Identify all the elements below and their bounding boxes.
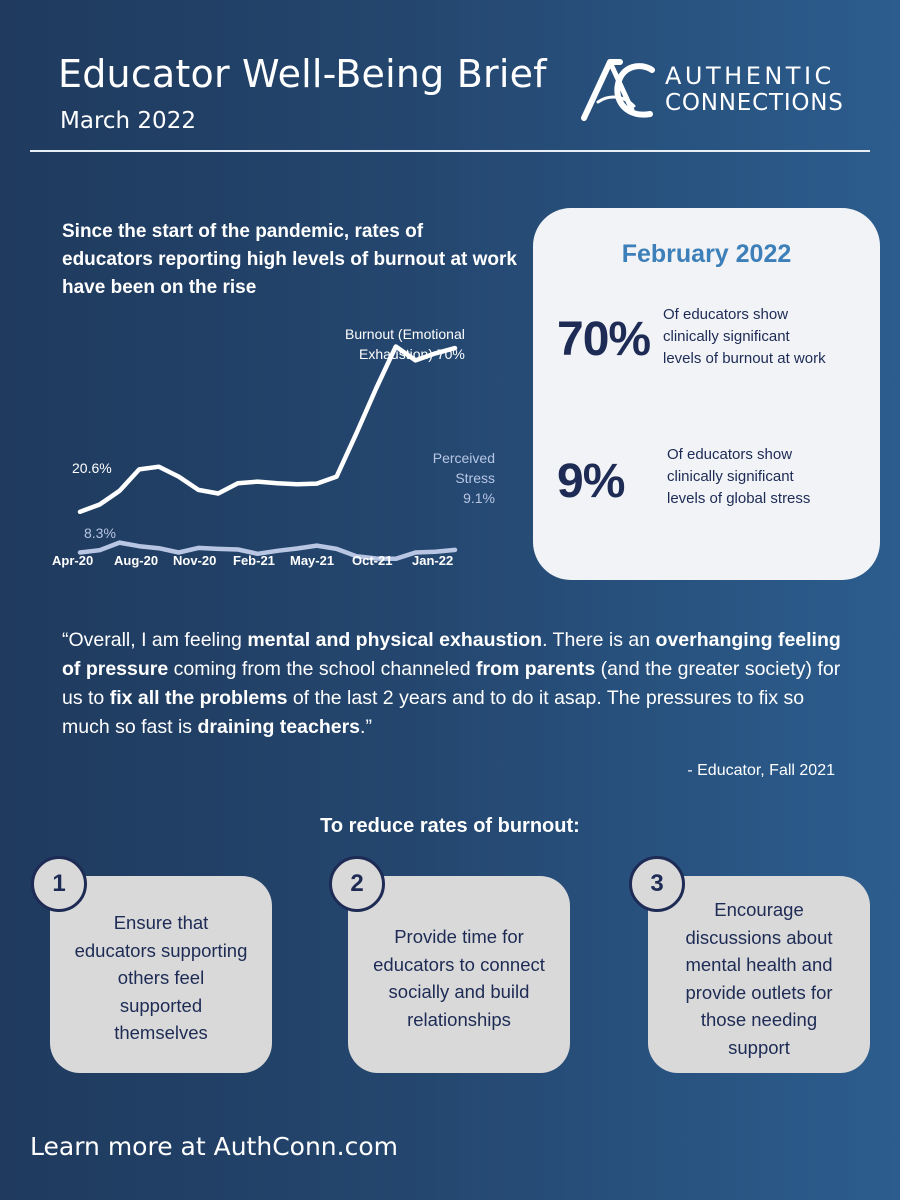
recommendation-line: provide outlets for	[685, 981, 833, 1003]
recommendation-card-2	[348, 876, 570, 1073]
stress-stat-line1: Of educators show	[667, 446, 793, 463]
quote-text: . There is an	[542, 629, 656, 651]
burnout-stat-value: 70%	[557, 313, 651, 366]
burnout-stat-line3: levels of burnout at work	[663, 350, 826, 367]
stress-stat-line2: clinically significant	[667, 468, 794, 485]
quote-emphasis: draining teachers	[197, 716, 361, 738]
quote-text: .”	[360, 716, 372, 738]
quote-text: coming from the school channeled	[168, 658, 477, 680]
recommendation-line: relationships	[407, 1008, 511, 1030]
x-tick-label: Jan-22	[412, 553, 454, 568]
x-tick-label: Oct-21	[352, 553, 393, 568]
recommendation-line: discussions about	[685, 926, 833, 948]
logo-text-line1: AUTHENTIC	[665, 62, 835, 90]
recommendation-line: Provide time for	[394, 926, 524, 947]
burnout-stat-line2: clinically significant	[663, 328, 790, 345]
recommendation-text-3	[648, 896, 870, 1061]
recommendation-line: themselves	[114, 1022, 208, 1043]
stats-card	[533, 208, 880, 580]
x-tick-label: Nov-20	[173, 553, 217, 568]
page-date: March 2022	[60, 108, 196, 134]
burnout-stat-line1: Of educators show	[663, 306, 789, 323]
recommendation-line: others feel	[117, 967, 205, 988]
stress-label-line3: 9.1%	[463, 490, 495, 506]
recommendation-card-3	[648, 876, 870, 1073]
x-tick-label: Feb-21	[233, 553, 275, 568]
stress-label-line2: Stress	[455, 470, 495, 486]
recommendation-line: socially and build	[388, 981, 530, 1002]
stress-start-label: 8.3%	[84, 525, 116, 541]
step-number-badge-3: 3	[629, 856, 685, 912]
recommendation-line: those needing	[700, 1009, 818, 1030]
burnout-start-label: 20.6%	[72, 460, 112, 476]
quote-emphasis: mental and physical exhaustion	[247, 629, 543, 651]
recommendation-line: Ensure that	[113, 912, 209, 933]
quote-emphasis: from parents	[476, 658, 596, 680]
stress-label-line1: Perceived	[432, 450, 495, 466]
quote-emphasis: overhanging feeling of pressure	[62, 629, 841, 680]
recommendation-line: support	[728, 1036, 790, 1058]
x-tick-label: May-21	[290, 553, 335, 568]
learn-more-footer: Learn more at AuthConn.com	[30, 1132, 398, 1161]
educator-quote	[62, 626, 852, 742]
recommendation-line: supported	[119, 994, 203, 1016]
recommendation-text-2	[348, 923, 570, 1033]
quote-text: of the last 2 years and to do it asap. The pressures to fix so much so fast is	[62, 687, 805, 738]
recommendation-line: Encourage	[714, 899, 804, 920]
step-number-badge-2: 2	[329, 856, 385, 912]
stress-stat-value: 9%	[557, 455, 625, 508]
burnout-label-line2: Exhaustion) 70%	[359, 346, 465, 362]
stress-series-label	[410, 448, 495, 508]
logo-text-line2: CONNECTIONS	[665, 90, 844, 116]
quote-text: (and the greater society) for us to	[62, 658, 841, 709]
recommendation-text-1	[50, 909, 272, 1047]
recommendation-card-1	[50, 876, 272, 1073]
recommendation-line: educators to connect	[373, 953, 545, 975]
x-tick-label: Aug-20	[114, 553, 159, 568]
quote-attribution: - Educator, Fall 2021	[687, 762, 835, 779]
stress-stat-line3: levels of global stress	[667, 490, 811, 507]
page-title: Educator Well-Being Brief	[58, 52, 547, 96]
stats-card-title: February 2022	[621, 240, 792, 268]
recommendations-title: To reduce rates of burnout:	[320, 815, 580, 837]
header-divider	[30, 150, 870, 152]
chart-headline: Since the start of the pandemic, rates of educators reporting high levels of burnout at work have been on the rise	[62, 221, 517, 298]
recommendation-line: mental health and	[685, 954, 833, 975]
burnout-series-label	[345, 324, 465, 364]
stress-stat-description	[667, 444, 867, 510]
burnout-series-line	[80, 347, 455, 512]
recommendation-line: educators supporting	[74, 939, 248, 961]
burnout-stat-description	[663, 304, 863, 370]
quote-emphasis: fix all the problems	[109, 687, 288, 709]
x-tick-label: Apr-20	[52, 553, 94, 568]
quote-text: “Overall, I am feeling	[62, 629, 248, 651]
burnout-label-line1: Burnout (Emotional	[345, 326, 465, 342]
step-number-badge-1: 1	[31, 856, 87, 912]
